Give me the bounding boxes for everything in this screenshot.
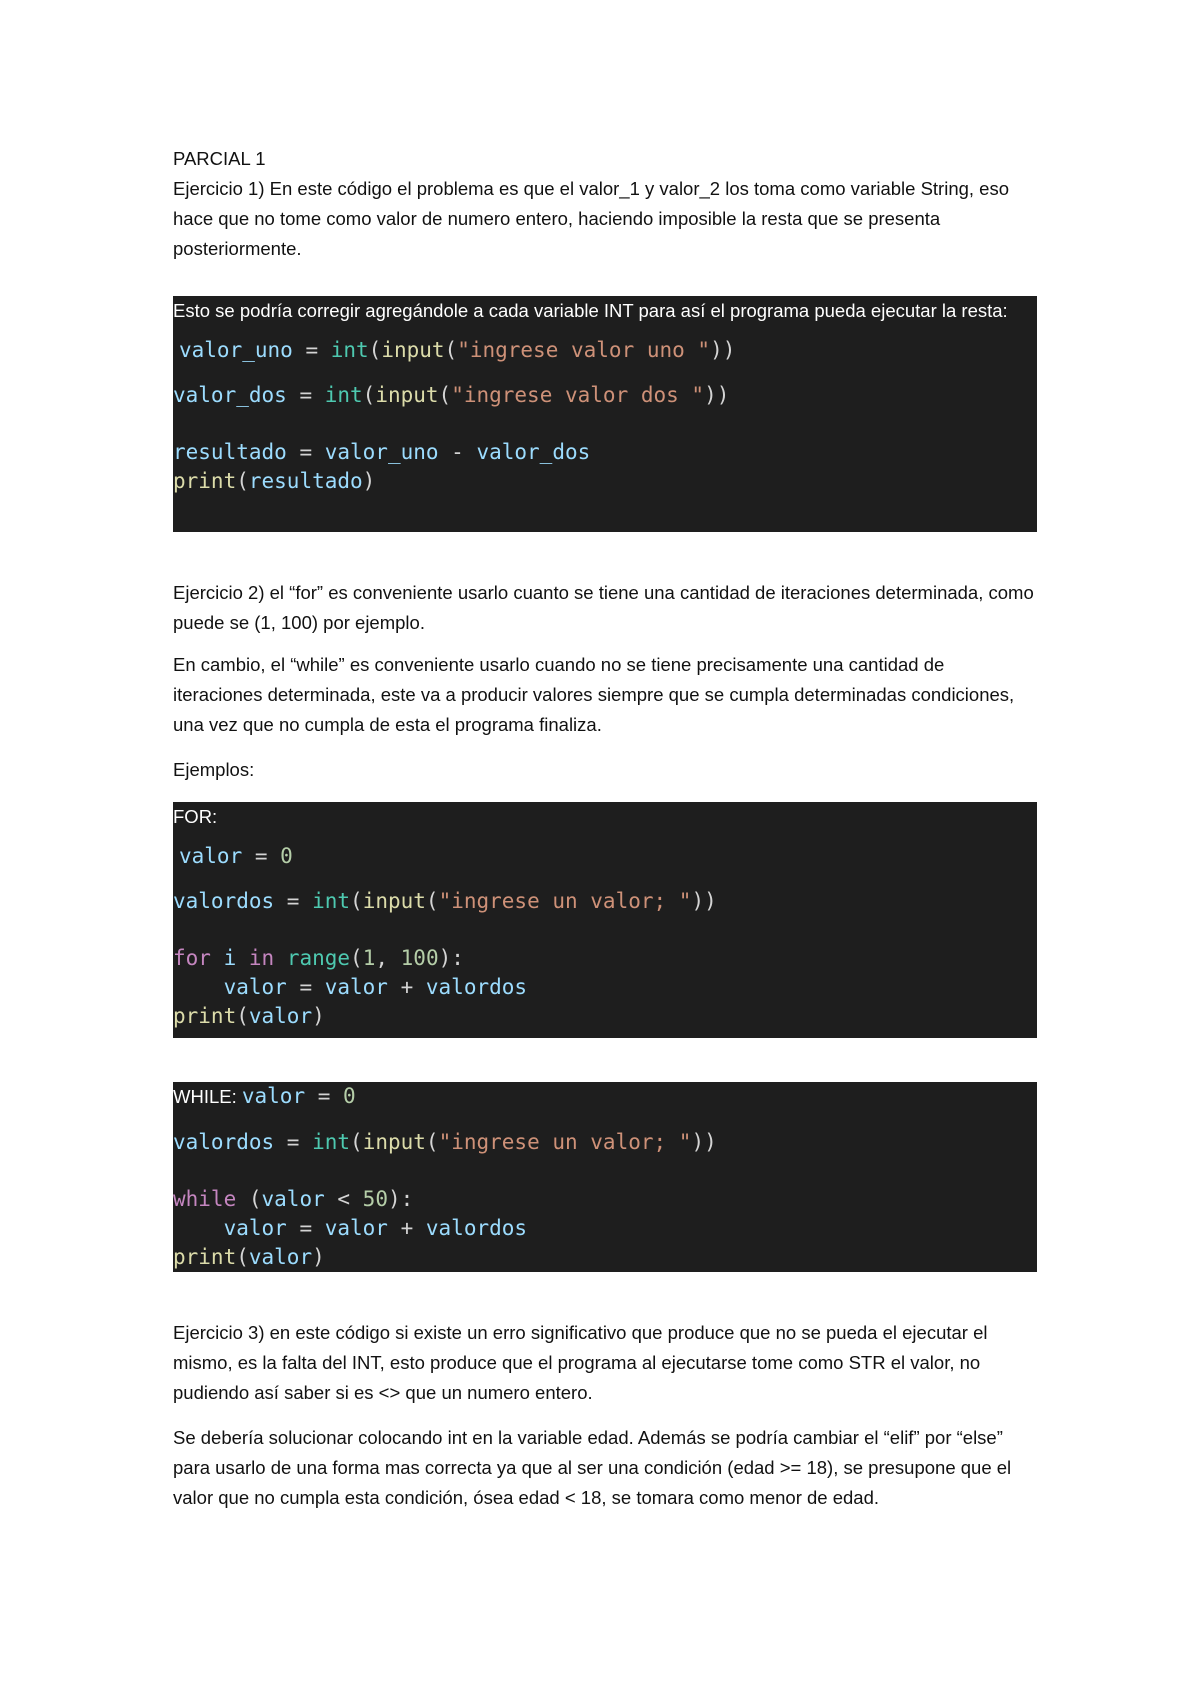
code-line: valor = 0	[179, 844, 293, 868]
exercise-1-paragraph: Ejercicio 1) En este código el problema es que el valor_1 y valor_2 los toma como variable String, eso hace que no tome como valor de numero entero, haciendo imposible la resta que se presenta posteriormente.	[173, 178, 1010, 259]
code-line: while (valor < 50):	[173, 1187, 414, 1211]
exercise-3-paragraph-2: Se debería solucionar colocando int en la variable edad. Además se podría cambiar el “elif” por “else” para usarlo de una forma mas correcta ya que al ser una condición (edad >= 18), se presupone que el valor que no cumpla esta condición, ósea edad < 18, se tomara como menor de edad.	[173, 1427, 1012, 1508]
code-line: WHILE: valor = 0	[173, 1084, 356, 1108]
exercise-1-code-block	[173, 296, 1037, 532]
page-title: PARCIAL 1	[173, 148, 266, 169]
code-line: valordos = int(input("ingrese un valor; "))	[173, 889, 717, 913]
while-code-block	[173, 1082, 1037, 1272]
code-line: valordos = int(input("ingrese un valor; "))	[173, 1130, 717, 1154]
code-line: print(valor)	[173, 1004, 325, 1028]
exercise-2-paragraph-2: En cambio, el “while” es conveniente usarlo cuando no se tiene precisamente una cantidad de iteraciones determinada, este va a producir valores siempre que se cumpla determinadas condiciones, una vez que no cumpla de esta el programa finaliza.	[173, 654, 1015, 735]
code-line: print(valor)	[173, 1245, 325, 1269]
code-line: valor_dos = int(input("ingrese valor dos "))	[173, 383, 730, 407]
code-line: valor = valor + valordos	[223, 1216, 528, 1240]
for-code-block	[173, 802, 1037, 1038]
for-label: FOR:	[173, 806, 218, 827]
code-line: for i in range(1, 100):	[173, 946, 464, 970]
examples-label: Ejemplos:	[173, 759, 255, 780]
exercise-2-paragraph-1: Ejercicio 2) el “for” es conveniente usarlo cuanto se tiene una cantidad de iteraciones determinada, como puede se (1, 100) por ejemplo.	[173, 582, 1034, 633]
code-line: valor_uno = int(input("ingrese valor uno "))	[179, 338, 736, 362]
exercise-3-paragraph-1: Ejercicio 3) en este código si existe un erro significativo que produce que no se pueda el ejecutar el mismo, es la falta del INT, esto produce que el programa al ejecutarse tome como STR el valor, no pudiendo así saber si es <> que un numero entero.	[173, 1322, 988, 1403]
code-line: print(resultado)	[173, 469, 376, 493]
code-line: valor = valor + valordos	[223, 975, 528, 999]
while-label: WHILE:	[173, 1086, 242, 1107]
code-line: resultado = valor_uno - valor_dos	[173, 440, 591, 464]
code-intro-text: Esto se podría corregir agregándole a cada variable INT para así el programa pueda ejecutar la resta:	[173, 300, 1008, 321]
